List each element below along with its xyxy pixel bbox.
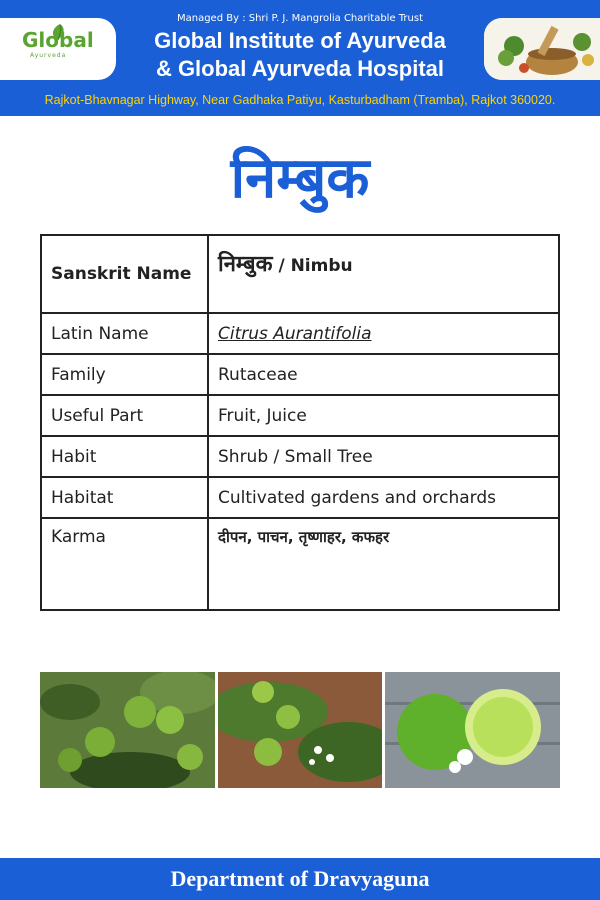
table-row <box>41 354 559 395</box>
herb-info-table <box>40 234 560 611</box>
habitat-value: Cultivated gardens and orchards <box>208 477 559 518</box>
table-row <box>41 395 559 436</box>
table-row <box>41 518 559 610</box>
department-text: Department of Dravyaguna <box>170 866 430 891</box>
logo-text: Global <box>22 28 94 52</box>
page-title: निम्बुक <box>230 146 370 211</box>
latin-name-label: Latin Name <box>41 313 208 354</box>
sanskrit-english-name: / Nimbu <box>272 256 353 276</box>
family-value: Rutaceae <box>208 354 559 395</box>
sanskrit-name-value <box>208 235 559 313</box>
habitat-label: Habitat <box>41 477 208 518</box>
sanskrit-hindi-name: निम्बुक <box>218 252 273 277</box>
lime-flower-photo <box>218 672 382 788</box>
karma-label: Karma <box>41 518 208 610</box>
table-row <box>41 436 559 477</box>
sanskrit-name-label: Sanskrit Name <box>41 235 208 313</box>
institute-name-line1: Global Institute of Ayurveda <box>154 28 446 53</box>
table-row <box>41 313 559 354</box>
logo-subtext: Ayurveda <box>30 52 67 59</box>
useful-part-value: Fruit, Juice <box>208 395 559 436</box>
latin-name-value <box>208 313 559 354</box>
managed-by-text: Managed By : Shri P. J. Mangrolia Charitable Trust <box>176 13 424 24</box>
useful-part-label: Useful Part <box>41 395 208 436</box>
lime-tree-photo <box>40 672 215 788</box>
habit-label: Habit <box>41 436 208 477</box>
address-text: Rajkot-Bhavnagar Highway, Near Gadhaka Patiyu, Kasturbadham (Tramba), Rajkot 360020. <box>44 93 556 107</box>
family-label: Family <box>41 354 208 395</box>
latin-name-text: Citrus Aurantifolia <box>218 323 372 344</box>
table-row <box>41 477 559 518</box>
habit-value: Shrub / Small Tree <box>208 436 559 477</box>
table-row <box>41 235 559 313</box>
karma-value: दीपन, पाचन, तृष्णाहर, कफहर <box>208 518 559 610</box>
institute-name-line2: & Global Ayurveda Hospital <box>155 56 445 81</box>
lime-fruit-photo <box>385 672 560 788</box>
